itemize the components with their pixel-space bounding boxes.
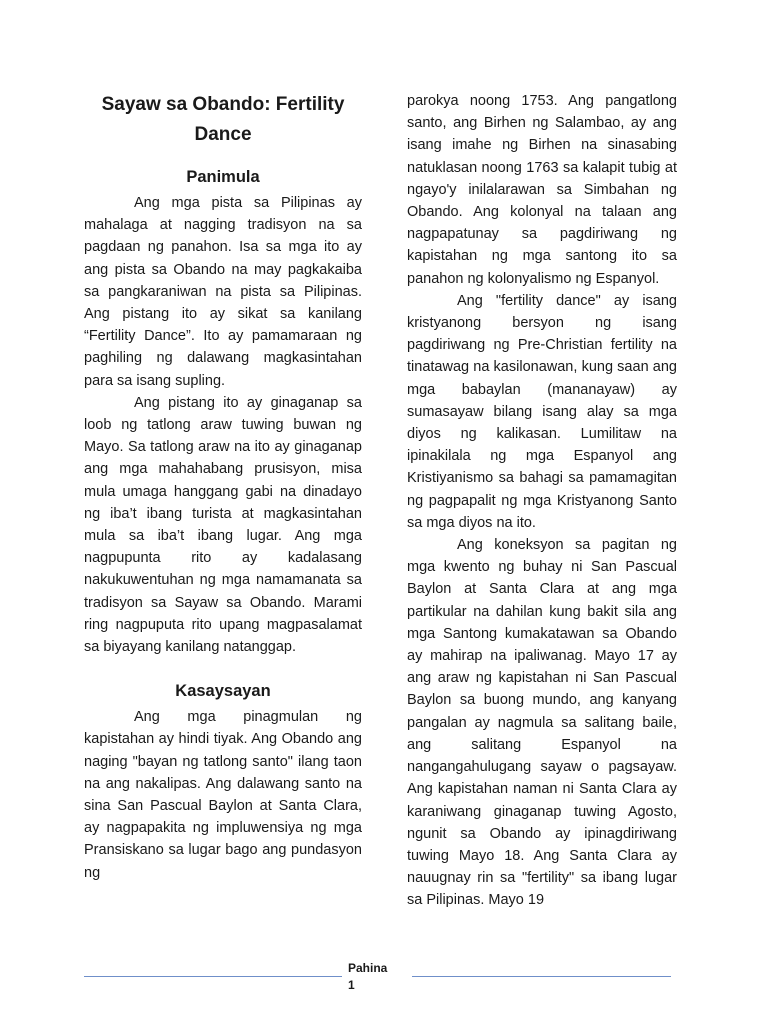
document-title: Sayaw sa Obando: Fertility Dance: [101, 94, 345, 145]
page-number: [348, 960, 387, 994]
paragraph: Ang mga pista sa Pilipinas ay mahalaga at nagging tradisyon na sa pagdaan ng panahon. Isa sa mga ito ay ang pista sa Obando na may pagkakaiba sa pangkaraniwan na pista sa Pilipinas. Ang pistang ito ay sikat sa kanilang “Fertility Dance”. Ito ay pamamaraan ng paghiling ng dalawang magkasintahan para sa isang supling.: [84, 195, 362, 389]
footer-divider-left: [84, 976, 342, 977]
left-column: [84, 90, 362, 884]
page-number-value: 1: [348, 978, 355, 992]
paragraph: Ang pistang ito ay ginaganap sa loob ng tatlong araw tuwing buwan ng Mayo. Sa tatlong araw na ito ay ginaganap ang mga mahahabang prusisyon, misa mula umaga hanggang gabi na dinadayo ng iba’t ibang turista at magkasintahan mula sa iba’t ibang lugar. Ang mga nagpupunta rito ay kadalasang nakukuwentuhan ng mga namamanata sa tradisyon sa Sayaw sa Obando. Marami ring nagpuputa rito upang magpasalamat sa biyayang kanilang natanggap.: [84, 394, 362, 656]
right-column: [407, 90, 677, 912]
page-label: Pahina: [348, 961, 388, 975]
paragraph: Ang mga pinagmulan ng kapistahan ay hindi tiyak. Ang Obando ang naging "bayan ng tatlong santo" ilang taon na ang nakalipas. Ang dalawang santo na sina San Pascual Baylon at Santa Clara, ay nagpapakita ng impluwensiya ng mga Pransiskano sa lugar bago ang pundasyon ng: [84, 709, 362, 881]
section-heading-panimula: Panimula: [186, 168, 260, 186]
paragraph: Ang koneksyon sa pagitan ng mga kwento ng buhay ni San Pascual Baylon at Santa Clara at ang mga partikular na dahilan kung bakit sila ang mga Santong kumakatawan sa Obando ay mahirap na ipaliwanag. Mayo 17 ay ang araw ng kapistahan ni San Pascual Baylon sa buong mundo, ang kanyang pangalan ay nagmula sa salitang baile, ang salitang Espanyol na nangangahulugang sayaw o pagsayaw. Ang kapistahan naman ni Santa Clara ay karaniwang ginaganap tuwing Agosto, ngunit sa Obando ay ipinagdiriwang tuwing Mayo 18. Ang Santa Clara ay nauugnay rin sa "fertility" sa ibang lugar sa Pilipinas. Mayo 19: [407, 537, 677, 909]
paragraph-continued: parokya noong 1753. Ang pangatlong santo, ang Birhen ng Salambao, ay ang isang imahe ng Birhen na sinasabing natuklasan noong 1763 sa kalapit tubig at ngayo'y inilalarawan sa Simbahan ng Obando. Ang kolonyal na talaan ang nagpapatunay sa pagdiriwang ng kapistahan ng mga santong ito sa panahon ng kolonyalismo ng Espanyol.: [407, 93, 677, 287]
page-footer: [84, 960, 671, 994]
paragraph: Ang "fertility dance" ay isang kristyanong bersyon ng isang pagdiriwang ng Pre-Christian fertility na tinatawag na kasilonawan, kung saan ang mga babaylan (mananayaw) ay sumasayaw bilang isang alay sa mga diyos ng kalikasan. Lumilitaw na ipinakilala ng mga Espanyol ang Kristiyanismo sa bahagi sa pamamagitan ng pagpapalit ng mga Kristyanong Santo sa mga diyos na ito.: [407, 292, 677, 531]
footer-divider-right: [412, 976, 671, 977]
section-heading-kasaysayan: Kasaysayan: [175, 682, 271, 701]
